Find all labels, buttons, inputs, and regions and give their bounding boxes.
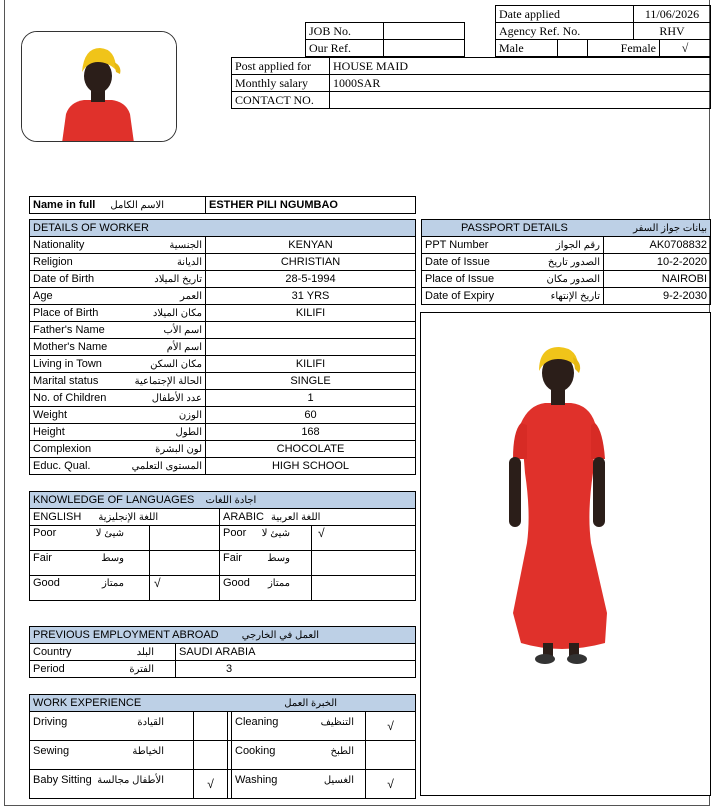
period-label: Period <box>33 662 65 675</box>
passport-title: PASSPORT DETAILS <box>461 221 568 234</box>
passport-row-label-ar: رقم الجواز <box>555 239 600 251</box>
experience-left-cell <box>30 741 194 770</box>
worker-row-value: 31 YRS <box>206 288 416 305</box>
worker-row-label-ar: المستوى التعلمي <box>131 460 202 472</box>
english-label-ar: اللغة الإنجليزية <box>98 511 159 523</box>
experience-right-label: Cooking <box>235 745 276 757</box>
worker-row-label-ar: لون البشرة <box>155 443 202 455</box>
worker-row-label-cell <box>30 288 206 305</box>
passport-row-label-cell <box>422 288 604 305</box>
worker-row-label-cell <box>30 237 206 254</box>
worker-row-label: Mother's Name <box>33 340 108 353</box>
english-level-check <box>150 551 220 576</box>
experience-right-label-ar: الطبخ <box>330 746 354 757</box>
arabic-level-check <box>312 551 416 576</box>
worker-row-label: Father's Name <box>33 323 105 336</box>
worker-row-label-cell <box>30 339 206 356</box>
worker-row-label-ar: الجنسية <box>169 239 202 251</box>
employment-title-ar: العمل في الخارجي <box>241 629 320 641</box>
languages-title-ar: اجادة اللغات <box>205 494 257 506</box>
arabic-level-cell <box>220 576 312 601</box>
passport-title-cell <box>422 220 711 237</box>
worker-row-label-ar: اسم الأم <box>166 341 202 353</box>
languages-table <box>29 491 416 601</box>
passport-row-label-cell <box>422 237 604 254</box>
worker-row-value: HIGH SCHOOL <box>206 458 416 475</box>
experience-row <box>30 770 416 799</box>
worker-row-label-ar: تاريخ الميلاد <box>154 273 202 285</box>
worker-row-label-ar: الحالة الإجتماعية <box>134 375 202 387</box>
worker-row <box>30 254 416 271</box>
name-value: ESTHER PILI NGUMBAO <box>206 197 416 214</box>
english-level-cell <box>30 526 150 551</box>
worker-row-label-cell <box>30 458 206 475</box>
experience-left-label: Sewing <box>33 745 70 757</box>
worker-row-label-ar: الديانة <box>176 256 202 268</box>
passport-row-label: Date of Expiry <box>425 289 495 302</box>
language-level-row <box>30 526 416 551</box>
date-applied-value: 11/06/2026 <box>634 6 711 23</box>
job-no-label: JOB No. <box>306 23 384 40</box>
worker-row-label-ar: الوزن <box>178 409 202 421</box>
passport-row <box>422 271 711 288</box>
arabic-label-ar: اللغة العربية <box>271 511 321 523</box>
english-level-label: Poor <box>33 527 57 539</box>
post-table <box>231 57 711 109</box>
experience-row <box>30 712 416 741</box>
worker-row <box>30 390 416 407</box>
worker-row-label-cell <box>30 390 206 407</box>
worker-row <box>30 356 416 373</box>
worker-row-value: CHRISTIAN <box>206 254 416 271</box>
name-label: Name in full <box>33 198 96 211</box>
english-level-label-ar: وسط <box>101 553 124 564</box>
worker-row-label-cell <box>30 271 206 288</box>
worker-row-label-cell <box>30 373 206 390</box>
passport-row-label: Place of Issue <box>425 272 495 285</box>
arabic-level-label-ar: وسط <box>267 553 290 564</box>
experience-right-check: √ <box>366 712 416 741</box>
english-level-label-ar: ممتاز <box>101 578 124 589</box>
english-header <box>30 509 220 526</box>
passport-row-label: Date of Issue <box>425 255 490 268</box>
worker-row <box>30 407 416 424</box>
employment-title-cell <box>30 627 416 644</box>
experience-title: WORK EXPERIENCE <box>33 696 142 709</box>
country-value: SAUDI ARABIA <box>176 644 416 661</box>
worker-row <box>30 271 416 288</box>
experience-left-label: Baby Sitting <box>33 774 92 786</box>
worker-row-label-cell <box>30 424 206 441</box>
female-check: √ <box>660 40 711 57</box>
experience-left-cell <box>30 712 194 741</box>
full-body-photo <box>420 312 711 796</box>
passport-row-label-ar: الصدور تاريخ <box>547 256 600 268</box>
passport-row <box>422 237 711 254</box>
female-label: Female <box>588 40 660 57</box>
contact-value <box>330 92 711 109</box>
worker-row <box>30 305 416 322</box>
languages-title-cell <box>30 492 416 509</box>
worker-row <box>30 237 416 254</box>
arabic-level-cell <box>220 526 312 551</box>
application-form <box>4 0 710 806</box>
salary-value: 1000SAR <box>330 75 711 92</box>
passport-row <box>422 288 711 305</box>
experience-left-label-ar: الأطفال مجالسة <box>97 775 164 786</box>
gender-table <box>495 39 711 57</box>
name-table <box>29 196 416 214</box>
worker-row-value: CHOCOLATE <box>206 441 416 458</box>
worker-row-label: Marital status <box>33 374 99 387</box>
experience-right-check <box>366 741 416 770</box>
experience-title-ar: الخبرة العمل <box>284 697 338 709</box>
worker-row-value: KILIFI <box>206 356 416 373</box>
worker-row-value: 60 <box>206 407 416 424</box>
worker-row <box>30 424 416 441</box>
agency-ref-label: Agency Ref. No. <box>496 23 634 40</box>
worker-row-label: Religion <box>33 255 73 268</box>
arabic-level-check: √ <box>312 526 416 551</box>
experience-right-label-ar: التنظيف <box>320 717 354 728</box>
worker-row-label: Date of Birth <box>33 272 95 285</box>
language-level-row <box>30 576 416 601</box>
worker-row-label: No. of Children <box>33 391 107 404</box>
worker-row <box>30 458 416 475</box>
worker-row-value: 1 <box>206 390 416 407</box>
salary-label: Monthly salary <box>232 75 330 92</box>
name-label-cell <box>30 197 206 214</box>
worker-row-value <box>206 339 416 356</box>
english-label: ENGLISH <box>33 510 82 523</box>
worker-row-label-ar: الطول <box>175 426 202 438</box>
passport-row-value: 9-2-2030 <box>604 288 711 305</box>
experience-right-check: √ <box>366 770 416 799</box>
worker-row-label: Weight <box>33 408 68 421</box>
passport-title-ar: بيانات جواز السفر <box>633 222 707 234</box>
arabic-label: ARABIC <box>223 510 264 523</box>
passport-row-label-ar: الصدور مكان <box>546 273 600 285</box>
worker-row-label-ar: عدد الأطفال <box>151 392 202 404</box>
experience-right-cell <box>232 712 366 741</box>
experience-right-cell <box>232 770 366 799</box>
english-level-check <box>150 526 220 551</box>
arabic-level-label: Good <box>223 577 250 589</box>
experience-left-check: √ <box>194 770 228 799</box>
experience-right-label-ar: الغسيل <box>323 775 354 786</box>
post-value: HOUSE MAID <box>330 58 711 75</box>
name-label-ar: الاسم الكامل <box>110 199 165 211</box>
country-label: Country <box>33 645 72 658</box>
experience-left-check <box>194 712 228 741</box>
period-value: 3 <box>176 661 416 678</box>
worker-row-label: Educ. Qual. <box>33 459 91 472</box>
employment-title: PREVIOUS EMPLOYMENT ABROAD <box>33 628 219 641</box>
arabic-level-label-ar: شيئ لا <box>261 528 290 539</box>
arabic-level-label: Fair <box>223 552 242 564</box>
worker-row-label-cell <box>30 254 206 271</box>
worker-row <box>30 373 416 390</box>
worker-row-value <box>206 322 416 339</box>
experience-left-label-ar: الخياطة <box>132 746 164 757</box>
english-level-check: √ <box>150 576 220 601</box>
employment-table <box>29 626 416 678</box>
english-level-label: Good <box>33 577 60 589</box>
arabic-level-label: Poor <box>223 527 247 539</box>
passport-table <box>421 219 711 305</box>
languages-title: KNOWLEDGE OF LANGUAGES <box>33 493 195 506</box>
worker-row-label-ar: العمر <box>180 290 202 302</box>
portrait-photo <box>21 31 177 142</box>
arabic-header <box>220 509 416 526</box>
worker-row-label-cell <box>30 305 206 322</box>
worker-row <box>30 288 416 305</box>
passport-row-label: PPT Number <box>425 238 489 251</box>
worker-row-value: 168 <box>206 424 416 441</box>
passport-row-value: 10-2-2020 <box>604 254 711 271</box>
worker-row-value: KENYAN <box>206 237 416 254</box>
worker-row-label-ar: مكان السكن <box>150 358 202 370</box>
period-label-cell <box>30 661 176 678</box>
worker-row-value: SINGLE <box>206 373 416 390</box>
worker-row-label: Nationality <box>33 238 85 251</box>
agency-ref-value: RHV <box>634 23 711 40</box>
post-label: Post applied for <box>232 58 330 75</box>
experience-left-cell <box>30 770 194 799</box>
worker-row-label: Height <box>33 425 65 438</box>
english-level-cell <box>30 551 150 576</box>
english-level-label: Fair <box>33 552 52 564</box>
job-no-value <box>384 23 465 40</box>
country-label-ar: البلد <box>136 646 154 658</box>
date-applied-label: Date applied <box>496 6 634 23</box>
worker-row <box>30 441 416 458</box>
english-level-label-ar: شيئ لا <box>95 528 124 539</box>
passport-row-value: NAIROBI <box>604 271 711 288</box>
worker-row <box>30 339 416 356</box>
passport-row-label-cell <box>422 271 604 288</box>
male-label: Male <box>496 40 558 57</box>
worker-details-title: DETAILS OF WORKER <box>30 220 416 237</box>
worker-row-label: Age <box>33 289 53 302</box>
experience-table <box>29 694 416 799</box>
worker-row-label: Place of Birth <box>33 306 99 319</box>
job-table <box>305 22 465 57</box>
worker-row-label-cell <box>30 322 206 339</box>
passport-row-label-ar: تاريخ الإنتهاء <box>550 290 600 302</box>
worker-row-label: Complexion <box>33 442 92 455</box>
experience-row <box>30 741 416 770</box>
worker-row-label-cell <box>30 441 206 458</box>
experience-right-label: Cleaning <box>235 716 279 728</box>
worker-row <box>30 322 416 339</box>
worker-row-label: Living in Town <box>33 357 102 370</box>
country-label-cell <box>30 644 176 661</box>
language-level-row <box>30 551 416 576</box>
our-ref-value <box>384 40 465 57</box>
arabic-level-cell <box>220 551 312 576</box>
arabic-level-check <box>312 576 416 601</box>
worker-row-value: 28-5-1994 <box>206 271 416 288</box>
period-label-ar: الفترة <box>129 663 154 675</box>
experience-left-label-ar: القيادة <box>137 717 164 728</box>
worker-row-label-cell <box>30 356 206 373</box>
experience-right-label: Washing <box>235 774 278 786</box>
worker-row-value: KILIFI <box>206 305 416 322</box>
passport-row-value: AK0708832 <box>604 237 711 254</box>
worker-row-label-ar: مكان الميلاد <box>152 307 202 319</box>
experience-left-check <box>194 741 228 770</box>
contact-label: CONTACT NO. <box>232 92 330 109</box>
passport-row <box>422 254 711 271</box>
experience-right-cell <box>232 741 366 770</box>
header-ref-table <box>495 5 711 40</box>
worker-row-label-ar: اسم الأب <box>163 324 202 336</box>
our-ref-label: Our Ref. <box>306 40 384 57</box>
passport-row-label-cell <box>422 254 604 271</box>
english-level-cell <box>30 576 150 601</box>
arabic-level-label-ar: ممتاز <box>267 578 290 589</box>
worker-details-table <box>29 219 416 475</box>
male-check <box>558 40 588 57</box>
worker-row-label-cell <box>30 407 206 424</box>
experience-title-cell <box>30 695 416 712</box>
experience-left-label: Driving <box>33 716 68 728</box>
